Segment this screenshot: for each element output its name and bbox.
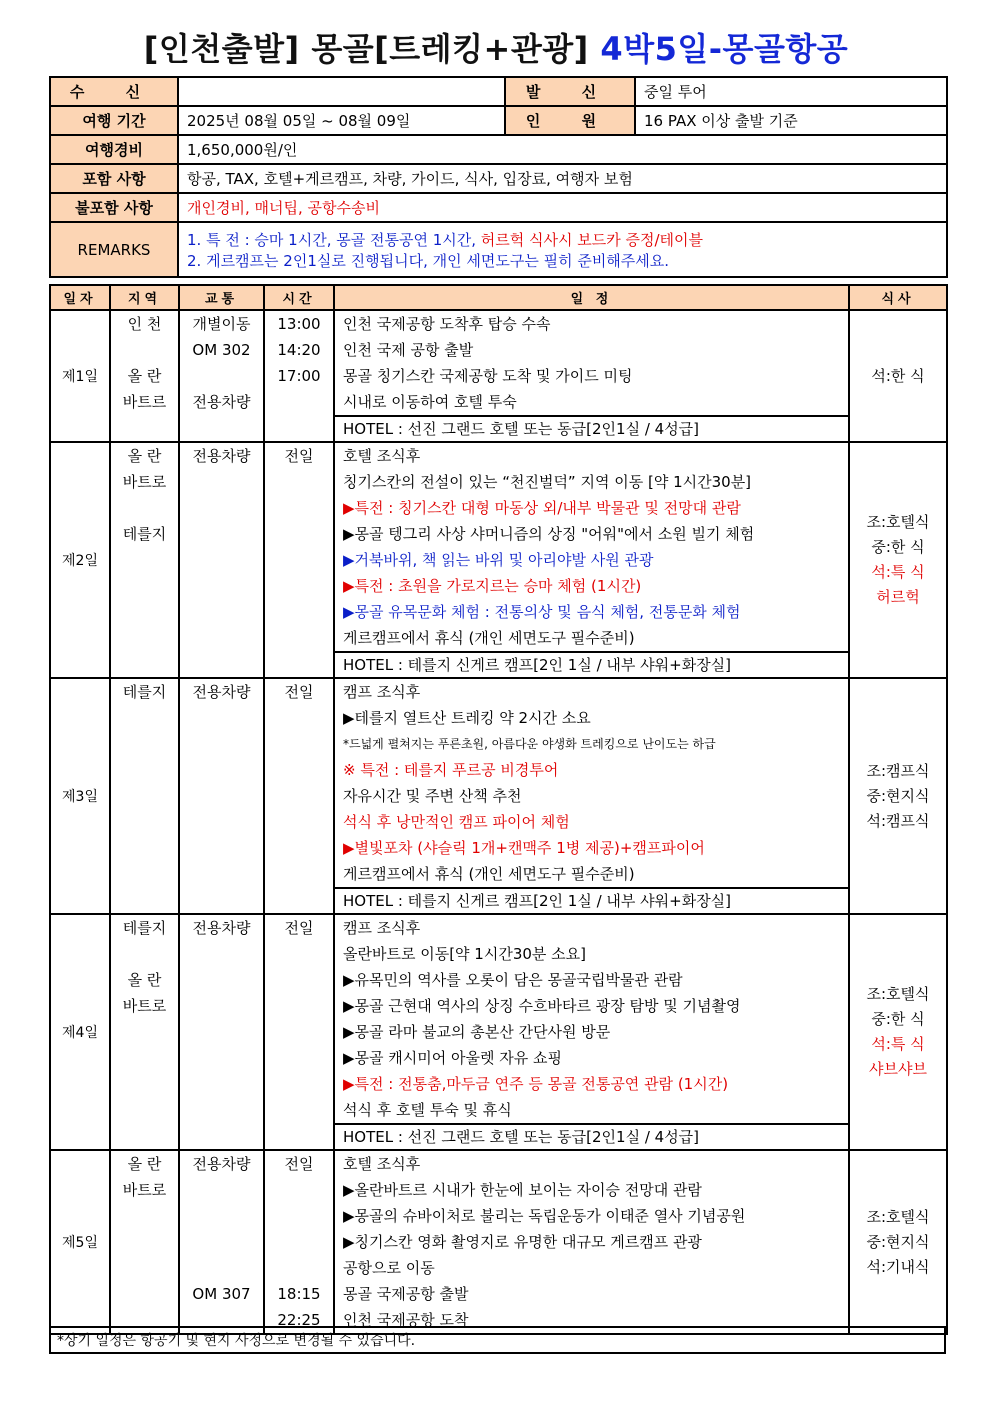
itinerary-cell bbox=[334, 442, 849, 678]
itinerary-line: ▶몽골 근현대 역사의 상징 수흐바타르 광장 탐방 및 기념촬영 bbox=[343, 997, 741, 1015]
time-line: 18:15 bbox=[277, 1285, 321, 1303]
hotel-line: HOTEL : 선진 그랜드 호텔 또는 동급[2인1실 / 4성급] bbox=[335, 1123, 848, 1149]
time-line: 전일 bbox=[284, 447, 314, 465]
transport-line: OM 307 bbox=[192, 1285, 251, 1303]
excluded-value: 개인경비, 매너팁, 공항수송비 bbox=[178, 193, 947, 222]
col-itinerary: 일 정 bbox=[334, 285, 849, 310]
region-line: 올 란 bbox=[127, 447, 162, 465]
itinerary-line: 캠프 조식후 bbox=[343, 683, 421, 701]
meal-line: 석:특 식 bbox=[871, 1035, 925, 1053]
transport-line bbox=[180, 1229, 263, 1255]
time-cell bbox=[264, 678, 334, 914]
transport-line: 전용차량 bbox=[192, 683, 251, 701]
itinerary-header-row bbox=[50, 285, 947, 310]
itinerary-line: 올란바트로 이동[약 1시간30분 소요] bbox=[343, 945, 587, 963]
itinerary-cell bbox=[334, 1150, 849, 1334]
itinerary-line: ▶테를지 열트산 트레킹 약 2시간 소요 bbox=[343, 709, 591, 727]
info-table bbox=[49, 76, 948, 278]
itinerary-prefix: ▶특전 : bbox=[343, 499, 399, 517]
period-label: 여행 기간 bbox=[50, 106, 178, 135]
time-line bbox=[265, 1203, 333, 1229]
excluded-label: 불포함 사항 bbox=[50, 193, 178, 222]
region-line bbox=[111, 337, 178, 363]
cost-value: 1,650,000원/인 bbox=[178, 135, 947, 164]
day-cell: 제5일 bbox=[50, 1150, 110, 1334]
time-line bbox=[265, 1177, 333, 1203]
itinerary-line: 칭기스칸의 전설이 있는 “천진벌덕” 지역 이동 [약 1시간30분] bbox=[343, 473, 752, 491]
time-cell bbox=[264, 442, 334, 678]
itinerary-line: ▶유목민의 역사를 오롯이 담은 몽골국립박물관 관람 bbox=[343, 971, 683, 989]
itinerary-line: 캠프 조식후 bbox=[343, 919, 421, 937]
meal-line: 석:특 식 bbox=[871, 563, 925, 581]
day-cell: 제3일 bbox=[50, 678, 110, 914]
transport-line: 전용차량 bbox=[192, 1155, 251, 1173]
itinerary-line: 호텔 조식후 bbox=[343, 447, 421, 465]
itinerary-cell bbox=[334, 678, 849, 914]
itinerary-line: 몽골 칭기스칸 국제공항 도착 및 가이드 미팅 bbox=[343, 367, 633, 385]
transport-cell bbox=[179, 1150, 264, 1334]
region-cell bbox=[110, 1150, 179, 1334]
page-title bbox=[0, 24, 992, 70]
time-line: 전일 bbox=[284, 1155, 314, 1173]
itinerary-line: 인천 국제공항 도착 bbox=[343, 1311, 469, 1329]
itinerary-row bbox=[50, 678, 947, 914]
hotel-line: HOTEL : 선진 그랜드 호텔 또는 동급[2인1실 / 4성급] bbox=[335, 415, 848, 441]
itinerary-line: 인천 국제공항 도착후 탑승 수속 bbox=[343, 315, 551, 333]
region-line: 바트로 bbox=[122, 473, 167, 491]
itinerary-cell bbox=[334, 914, 849, 1150]
meal-cell bbox=[849, 310, 947, 442]
recipient-value bbox=[178, 77, 505, 106]
title-duration: 4박5일-몽골항공 bbox=[600, 30, 849, 68]
remarks-line-1: 1. 특 전 : 승마 1시간, 몽골 전통공연 1시간, bbox=[187, 230, 481, 249]
transport-cell bbox=[179, 914, 264, 1150]
region-cell bbox=[110, 914, 179, 1150]
meal-line: 샤브샤브 bbox=[869, 1060, 927, 1078]
itinerary-line: 석식 후 호텔 투숙 및 휴식 bbox=[343, 1101, 512, 1119]
itinerary-line: *드넓게 펼쳐지는 푸른초원, 아름다운 야생화 트레킹으로 난이도는 하급 bbox=[343, 737, 716, 751]
col-time: 시간 bbox=[264, 285, 334, 310]
region-line: 바트르 bbox=[122, 393, 167, 411]
period-value: 2025년 08월 05일 ~ 08월 09일 bbox=[178, 106, 505, 135]
itinerary-line: ▶몽골 라마 불교의 총본산 간단사원 방문 bbox=[343, 1023, 611, 1041]
itinerary-line: ▶몽골의 슈바이처로 불리는 독립운동가 이태준 열사 기념공원 bbox=[343, 1207, 746, 1225]
itinerary-line: 게르캠프에서 휴식 (개인 세면도구 필수준비) bbox=[343, 629, 635, 647]
hotel-line: HOTEL : 테를지 신게르 캠프[2인 1실 / 내부 샤워+화장실] bbox=[335, 651, 848, 677]
transport-line: 전용차량 bbox=[192, 447, 251, 465]
meal-line: 석:캠프식 bbox=[866, 811, 930, 830]
transport-cell bbox=[179, 678, 264, 914]
meal-line: 중:현지식 bbox=[866, 786, 930, 805]
time-line: 전일 bbox=[284, 683, 314, 701]
meal-line: 조:호텔식 bbox=[866, 1207, 930, 1226]
itinerary-text: 칭기스칸 대형 마동상 외/내부 박물관 및 전망대 관람 bbox=[398, 499, 741, 517]
itinerary-cell bbox=[334, 310, 849, 442]
meal-cell bbox=[849, 1150, 947, 1334]
meal-line: 조:캠프식 bbox=[866, 761, 930, 780]
itinerary-line: ▶올란바트르 시내가 한눈에 보이는 자이승 전망대 관람 bbox=[343, 1181, 702, 1199]
meal-line: 중:한 식 bbox=[871, 1010, 925, 1028]
itinerary-line: 몽골 국제공항 출발 bbox=[343, 1285, 469, 1303]
region-line: 올 란 bbox=[127, 1155, 162, 1173]
recipient-label: 수 신 bbox=[50, 77, 178, 106]
remarks-value bbox=[178, 222, 947, 277]
remarks-line-1-highlight: 허르헉 식사시 보드카 증정/테이블 bbox=[480, 230, 703, 249]
itinerary-line: 호텔 조식후 bbox=[343, 1155, 421, 1173]
time-line: 전일 bbox=[284, 919, 314, 937]
time-line: 22:25 bbox=[277, 1311, 321, 1329]
transport-line: 전용차량 bbox=[192, 393, 251, 411]
meal-cell bbox=[849, 678, 947, 914]
sender-value: 중일 투어 bbox=[635, 77, 947, 106]
itinerary-line: ▶몽골 텡그리 사상 샤머니즘의 상징 "어워"에서 소원 빌기 체험 bbox=[343, 525, 755, 543]
transport-cell bbox=[179, 442, 264, 678]
meal-line: 중:현지식 bbox=[866, 1232, 930, 1251]
itinerary-row bbox=[50, 914, 947, 1150]
transport-line bbox=[180, 1255, 263, 1281]
itinerary-line: ▶칭기스칸 영화 촬영지로 유명한 대규모 게르캠프 관광 bbox=[343, 1233, 702, 1251]
time-line bbox=[265, 1229, 333, 1255]
region-line: 올 란 bbox=[127, 971, 162, 989]
itinerary-line: ▶별빛포차 (샤슬릭 1개+캔맥주 1병 제공)+캠프파이어 bbox=[343, 839, 705, 857]
pax-label: 인 원 bbox=[505, 106, 635, 135]
itinerary-line: ※ 특전 : 테를지 푸르공 비경투어 bbox=[343, 761, 559, 779]
region-line bbox=[111, 495, 178, 521]
day-cell: 제1일 bbox=[50, 310, 110, 442]
region-cell bbox=[110, 310, 179, 442]
time-line bbox=[265, 1255, 333, 1281]
meal-line: 조:호텔식 bbox=[866, 513, 930, 531]
itinerary-line: 자유시간 및 주변 산책 추천 bbox=[343, 787, 522, 805]
itinerary-row bbox=[50, 442, 947, 678]
day-cell: 제4일 bbox=[50, 914, 110, 1150]
day-cell: 제2일 bbox=[50, 442, 110, 678]
meal-line: 석:한 식 bbox=[871, 366, 925, 385]
meal-cell bbox=[849, 442, 947, 678]
itinerary-line: ▶몽골 유목문화 체험 : 전통의상 및 음식 체험, 전통문화 체험 bbox=[343, 603, 741, 621]
itinerary-line: ▶몽골 캐시미어 아울렛 자유 쇼핑 bbox=[343, 1049, 562, 1067]
included-value: 항공, TAX, 호텔+게르캠프, 차량, 가이드, 식사, 입장료, 여행자 보험 bbox=[178, 164, 947, 193]
itinerary-line: ▶거북바위, 책 읽는 바위 및 아리야발 사원 관광 bbox=[343, 551, 654, 569]
meal-line: 허르헉 bbox=[876, 588, 920, 606]
pax-value: 16 PAX 이상 출발 기준 bbox=[635, 106, 947, 135]
footer-table bbox=[49, 1326, 946, 1354]
itinerary-row bbox=[50, 1150, 947, 1334]
itinerary-line: 시내로 이동하여 호텔 투숙 bbox=[343, 393, 517, 411]
title-route: [인천출발] 몽골[트레킹+관광] bbox=[143, 30, 589, 68]
region-cell bbox=[110, 442, 179, 678]
region-line: 인 천 bbox=[127, 315, 162, 333]
transport-line bbox=[180, 1203, 263, 1229]
itinerary-line: 인천 국제 공항 출발 bbox=[343, 341, 474, 359]
time-line: 14:20 bbox=[277, 341, 321, 359]
itinerary-line bbox=[343, 495, 848, 521]
remarks-label: REMARKS bbox=[50, 222, 178, 277]
sender-label: 발 신 bbox=[505, 77, 635, 106]
region-line: 테를지 bbox=[122, 525, 167, 543]
region-line bbox=[111, 941, 178, 967]
transport-line: 개별이동 bbox=[192, 315, 251, 333]
itinerary-table bbox=[49, 284, 948, 1335]
col-region: 지역 bbox=[110, 285, 179, 310]
meal-line: 석:기내식 bbox=[866, 1257, 930, 1276]
footer-note: *상기 일정은 항공기 및 현지 사정으로 변경될 수 있습니다. bbox=[50, 1327, 945, 1353]
itinerary-line: 게르캠프에서 휴식 (개인 세면도구 필수준비) bbox=[343, 865, 635, 883]
time-cell bbox=[264, 914, 334, 1150]
transport-line bbox=[180, 363, 263, 389]
region-line: 테를지 bbox=[122, 683, 167, 701]
time-cell bbox=[264, 1150, 334, 1334]
meal-line: 중:한 식 bbox=[871, 538, 925, 556]
itinerary-line: 공항으로 이동 bbox=[343, 1259, 435, 1277]
hotel-line: HOTEL : 테를지 신게르 캠프[2인 1실 / 내부 샤워+화장실] bbox=[335, 887, 848, 913]
col-transport: 교통 bbox=[179, 285, 264, 310]
meal-cell bbox=[849, 914, 947, 1150]
region-line: 올 란 bbox=[127, 367, 162, 385]
transport-line bbox=[180, 1177, 263, 1203]
time-cell bbox=[264, 310, 334, 442]
included-label: 포함 사항 bbox=[50, 164, 178, 193]
region-line: 바트로 bbox=[122, 997, 167, 1015]
transport-cell bbox=[179, 310, 264, 442]
itinerary-row bbox=[50, 310, 947, 442]
time-line: 17:00 bbox=[277, 367, 321, 385]
region-cell bbox=[110, 678, 179, 914]
meal-line: 조:호텔식 bbox=[866, 985, 930, 1003]
region-line: 바트로 bbox=[122, 1181, 167, 1199]
itinerary-line: ▶특전 : 전통춤,마두금 연주 등 몽골 전통공연 관람 (1시간) bbox=[343, 1075, 729, 1093]
region-line: 테를지 bbox=[122, 919, 167, 937]
col-meal: 식사 bbox=[849, 285, 947, 310]
cost-label: 여행경비 bbox=[50, 135, 178, 164]
remarks-line-2: 2. 게르캠프는 2인1실로 진행됩니다, 개인 세면도구는 필히 준비해주세요. bbox=[187, 251, 670, 270]
time-line: 13:00 bbox=[277, 315, 321, 333]
itinerary-line: 석식 후 낭만적인 캠프 파이어 체험 bbox=[343, 813, 570, 831]
col-day: 일자 bbox=[50, 285, 110, 310]
transport-line: 전용차량 bbox=[192, 919, 251, 937]
transport-line: OM 302 bbox=[192, 341, 251, 359]
time-line bbox=[265, 389, 333, 415]
itinerary-line: ▶특전 : 초원을 가로지르는 승마 체험 (1시간) bbox=[343, 577, 642, 595]
